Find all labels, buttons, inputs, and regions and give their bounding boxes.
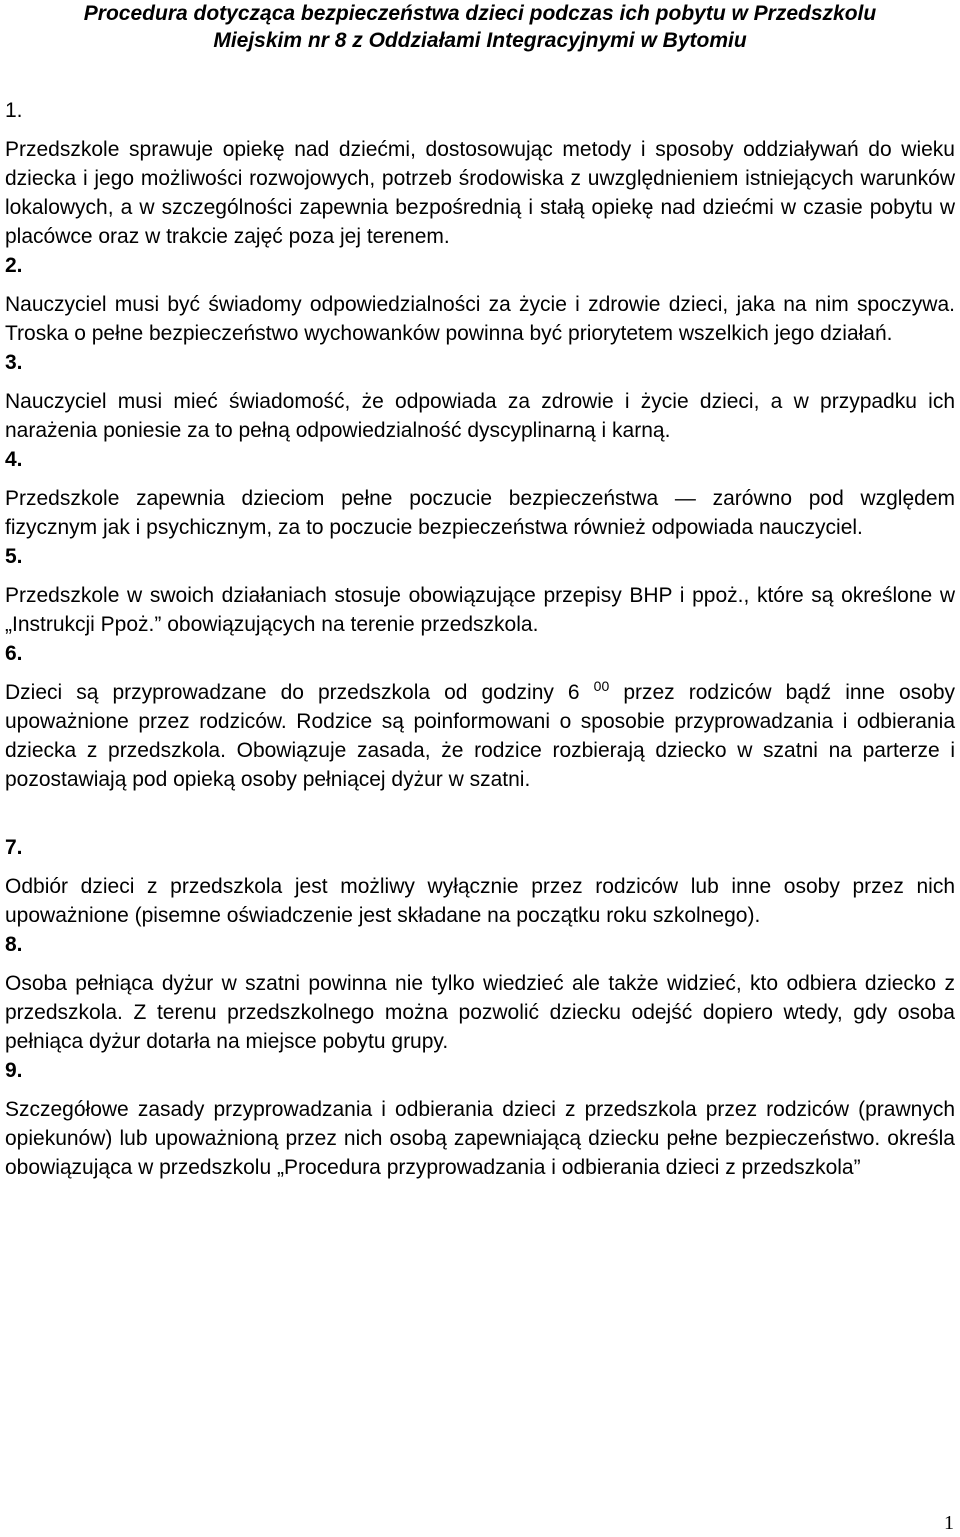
- section-number-4: 4.: [5, 448, 23, 471]
- section-text-5: Przedszkole w swoich działaniach stosuje obowiązujące przepisy BHP i ppoż., które są określone w „Instrukcji Ppoż.” obowiązujących na terenie przedszkola.: [5, 584, 955, 636]
- section-number-3: 3.: [5, 351, 23, 374]
- section-text-4: Przedszkole zapewnia dzieciom pełne poczucie bezpieczeństwa — zarówno pod względem fizycznym jak i psychicznym, za to poczucie bezpieczeństwa również odpowiada nauczyciel.: [5, 487, 955, 539]
- section-number-5: 5.: [5, 545, 23, 568]
- section-number-6: 6.: [5, 642, 23, 665]
- section-number-9: 9.: [5, 1059, 23, 1082]
- section-text-9: Szczegółowe zasady przyprowadzania i odbierania dzieci z przedszkola przez rodziców (prawnych opiekunów) lub upoważnioną przez nich osobą zapewniającą dziecku pełne bezpieczeństwo. określa obowiązująca w przedszkolu „Procedura przyprowadzania i odbierania dzieci z przedszkola”: [5, 1098, 955, 1179]
- document-body: [5, 96, 955, 1182]
- hour-superscript: 00: [593, 678, 610, 694]
- section-text-6-start: Dzieci są przyprowadzane do przedszkola od godziny 6: [5, 681, 580, 704]
- section-number-2: 2.: [5, 254, 23, 277]
- section-number-7: 7.: [5, 836, 23, 859]
- section-text-7: Odbiór dzieci z przedszkola jest możliwy wyłącznie przez rodziców lub inne osoby przez nich upoważnione (pisemne oświadczenie jest składane na początku roku szkolnego).: [5, 875, 955, 927]
- section-text-8: Osoba pełniąca dyżur w szatni powinna nie tylko wiedzieć ale także widzieć, kto odbiera dziecko z przedszkola. Z terenu przedszkolnego można pozwolić dziecku odejść dopiero wtedy, gdy osoba pełniąca dyżur dotarła na miejsce pobytu grupy.: [5, 972, 955, 1053]
- section-text-6-rest: przez rodziców bądź inne osoby upoważnione przez rodziców. Rodzice są poinformowani o sposobie przyprowadzania i odbierania dziecka z przedszkola. Obowiązuje zasada, że rodzice rozbierają dziecko w szatni na parterze i pozostawiają pod opieką osoby pełniącej dyżur w szatni.: [5, 681, 955, 791]
- section-text-1: Przedszkole sprawuje opiekę nad dziećmi, dostosowując metody i sposoby oddziaływań do wieku dziecka i jego możliwości rozwojowych, potrzeb środowiska z uwzględnieniem istniejących warunków lokalowych, a w szczególności zapewnia bezpośrednią i stałą opiekę nad dziećmi w czasie pobytu w placówce oraz w trakcie zajęć poza jej terenem.: [5, 138, 955, 248]
- section-number-1: 1.: [5, 99, 23, 122]
- document-title-line-2: Miejskim nr 8 z Oddziałami Integracyjnymi w Bytomiu: [213, 29, 747, 52]
- document-title-line-1: Procedura dotycząca bezpieczeństwa dzieci podczas ich pobytu w Przedszkolu: [83, 2, 877, 25]
- section-text-6: [5, 678, 955, 794]
- document-title: [0, 0, 960, 54]
- page-number: 1: [944, 1512, 954, 1534]
- section-text-2: Nauczyciel musi być świadomy odpowiedzialności za życie i zdrowie dzieci, jaka na nim spoczywa. Troska o pełne bezpieczeństwo wychowanków powinna być priorytetem wszelkich jego działań.: [5, 293, 955, 345]
- section-number-8: 8.: [5, 933, 23, 956]
- section-text-3: Nauczyciel musi mieć świadomość, że odpowiada za zdrowie i życie dzieci, a w przypadku ich narażenia poniesie za to pełną odpowiedzialność dyscyplinarną i karną.: [5, 390, 955, 442]
